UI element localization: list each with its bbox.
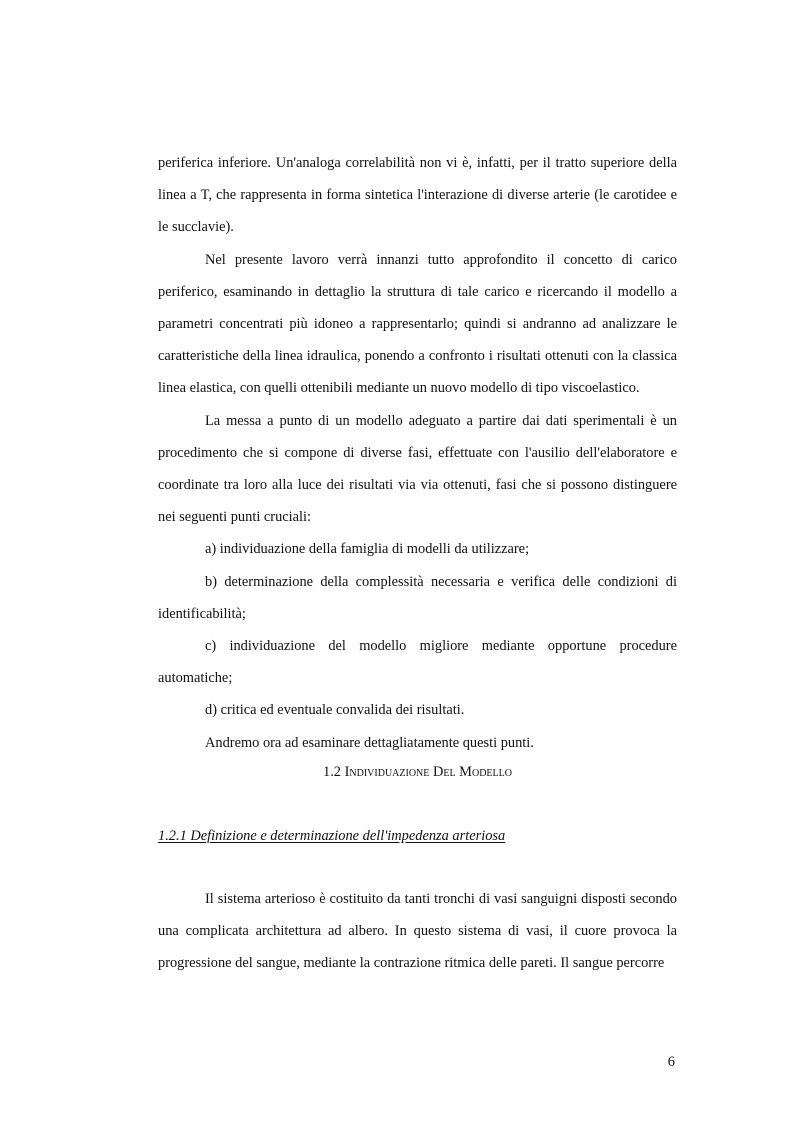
paragraph: Il sistema arterioso è costituito da tanti tronchi di vasi sanguigni disposti secondo una complicata architettura ad albero. In questo sistema di vasi, il cuore provoca la progressione del sangue, mediante la contrazione ritmica delle pareti. Il sangue percorre (158, 891, 677, 972)
closing-paragraph: Andremo ora ad esaminare dettagliatamente questi punti. (205, 734, 534, 751)
continuation-paragraph: periferica inferiore. Un'analoga correlabilità non vi è, infatti, per il tratto superiore della linea a T, che rappresenta in forma sintetica l'interazione di diverse arterie (le carotidee e le succlavie). (158, 155, 677, 236)
body-text (158, 147, 677, 759)
section-heading: 1.2 Individuazione Del Modello (323, 764, 512, 780)
paragraph: Nel presente lavoro verrà innanzi tutto approfondito il concetto di carico periferico, esaminando in dettaglio la struttura di tale carico e ricercando il modello a parametri concentrati più idoneo a rappresentarlo; quindi si andranno ad analizzare le caratteristiche della linea idraulica, ponendo a confronto i risultati ottenuti con la classica linea elastica, con quelli ottenibili mediante un nuovo modello di tipo viscoelastico. (158, 251, 677, 397)
section-body (158, 883, 677, 980)
list-item: d) critica ed eventuale convalida dei risultati. (205, 702, 465, 719)
paragraph: La messa a punto di un modello adeguato a partire dai dati sperimentali è un procedimento che si compone di diverse fasi, effettuate con l'ausilio dell'elaboratore e coordinate tra loro alla luce dei risultati via via ottenuti, fasi che si possono distinguere nei seguenti punti cruciali: (158, 412, 677, 526)
list-item: c) individuazione del modello migliore mediante opportune procedure automatiche; (158, 638, 677, 687)
page-number: 6 (667, 1054, 675, 1070)
list-item: a) individuazione della famiglia di modelli da utilizzare; (205, 541, 530, 558)
subsection-heading: 1.2.1 Definizione e determinazione dell'impedenza arteriosa (158, 828, 506, 844)
list-item: b) determinazione della complessità necessaria e verifica delle condizioni di identificabilità; (158, 573, 677, 622)
